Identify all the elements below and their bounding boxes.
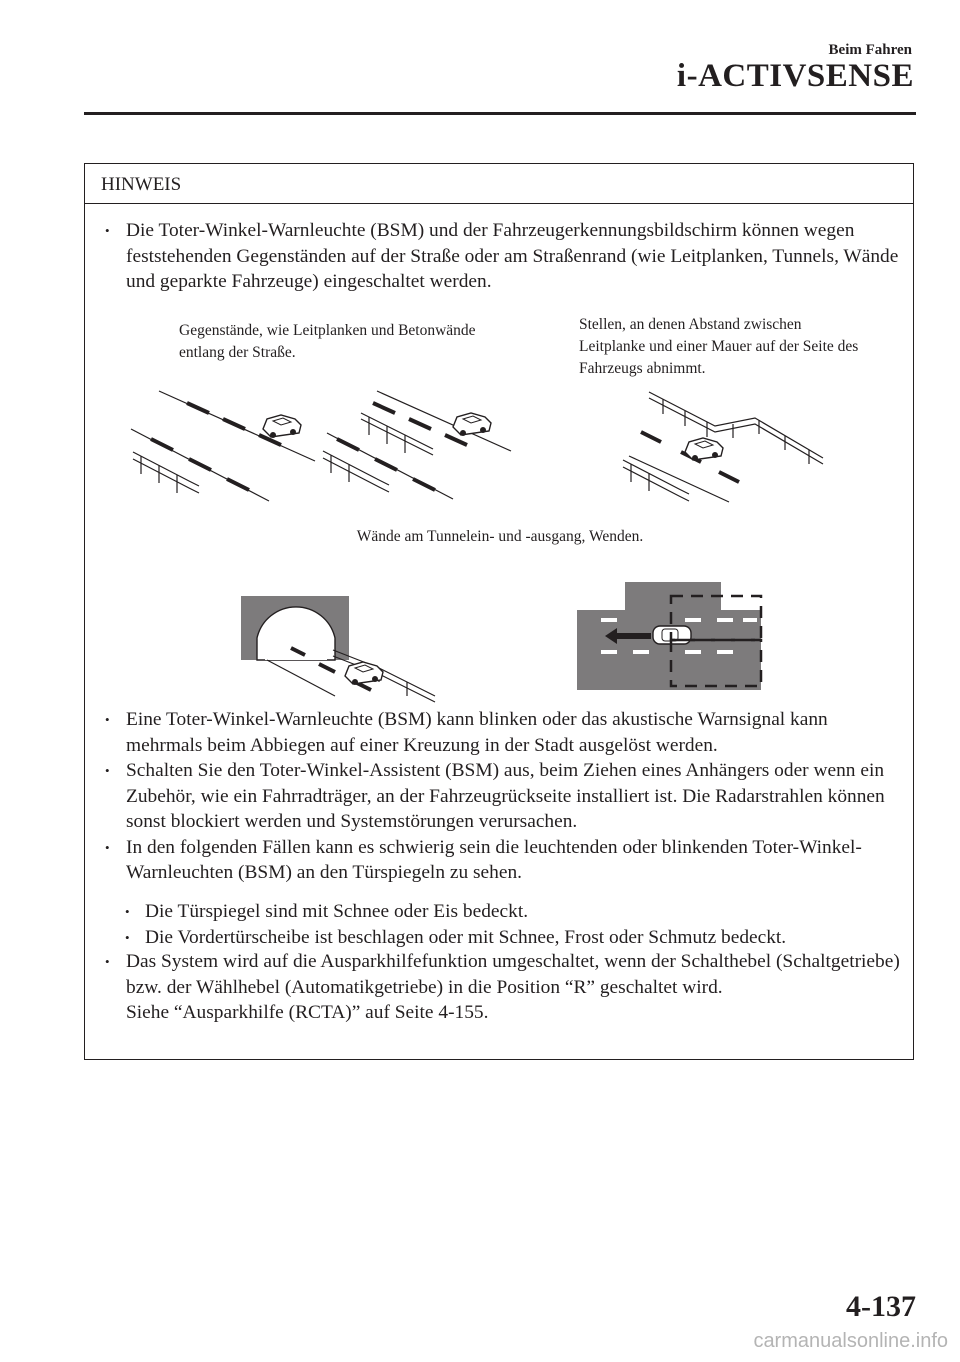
header-rule — [84, 112, 916, 115]
note-heading: HINWEIS — [101, 174, 182, 195]
note-box — [84, 163, 914, 1060]
illustration-turning — [575, 580, 765, 692]
car-icon — [685, 438, 723, 461]
illustration-road-wall — [317, 389, 517, 504]
bullet-item: • In den folgenden Fällen kann es schwierig sein die leuchtenden oder blinkenden Toter-Winkel-Warnleuchten (BSM) an den Türspiegeln zu sehen. — [85, 835, 915, 886]
bullet-list-last — [85, 949, 915, 1026]
sub-bullet-list — [85, 899, 915, 950]
sub-bullet-item: • Die Vordertürscheibe ist beschlagen oder mit Schnee, Frost oder Schmutz bedeckt. — [85, 925, 915, 951]
car-icon — [345, 662, 383, 685]
bullet-item: • Schalten Sie den Toter-Winkel-Assistent (BSM) aus, beim Ziehen eines Anhängers oder wenn ein Zubehör, wie ein Fahrradträger, an der Fahrzeugrückseite installiert ist. Die Radarstrahlen können sonst blockiert werden und Systemstörungen verursachen. — [85, 758, 915, 835]
caption-tunnel: Wände am Tunnelein- und -ausgang, Wenden. — [356, 528, 644, 545]
car-icon — [263, 415, 301, 438]
section-title: Beim Fahren — [828, 42, 912, 58]
illustration-tunnel — [239, 594, 439, 698]
illustration-narrowing — [619, 386, 829, 504]
page-reference: Siehe “Ausparkhilfe (RCTA)” auf Seite 4-155. — [126, 1002, 489, 1023]
car-icon — [453, 413, 491, 436]
illustration-road-rails — [129, 389, 329, 504]
page-number: 4-137 — [846, 1290, 916, 1323]
bullet-list-top — [85, 218, 915, 295]
bullet-item: • Die Toter-Winkel-Warnleuchte (BSM) und der Fahrzeugerkennungsbildschirm können wegen feststehenden Gegenständen auf der Straße oder am Straßenrand (wie Leitplanken, Tunnels, Wände und geparkte Fahrzeuge) eingeschaltet werden. — [85, 218, 915, 295]
bullet-item: • Eine Toter-Winkel-Warnleuchte (BSM) kann blinken oder das akustische Warnsignal kann mehrmals beim Abbiegen auf einer Kreuzung in der Stadt ausgelöst werden. — [85, 707, 915, 758]
bullet-list-mid — [85, 707, 915, 886]
caption-rails: Gegenstände, wie Leitplanken und Betonwände entlang der Straße. — [179, 322, 476, 361]
sub-bullet-item: • Die Türspiegel sind mit Schnee oder Eis bedeckt. — [85, 899, 915, 925]
note-separator — [85, 203, 913, 204]
bullet-item — [85, 949, 915, 1026]
chapter-title: i-ACTIVSENSE — [676, 58, 914, 94]
caption-narrowing: Stellen, an denen Abstand zwischen Leitplanke und einer Mauer auf der Seite des Fahrzeugs abnimmt. — [579, 316, 859, 377]
watermark: carmanualsonline.info — [753, 1330, 948, 1352]
bullet-text: Das System wird auf die Ausparkhilfefunktion umgeschaltet, wenn der Schalthebel (Schaltgetriebe) bzw. der Wählhebel (Automatikgetriebe) in die Position “R” geschaltet wird. — [126, 951, 900, 998]
